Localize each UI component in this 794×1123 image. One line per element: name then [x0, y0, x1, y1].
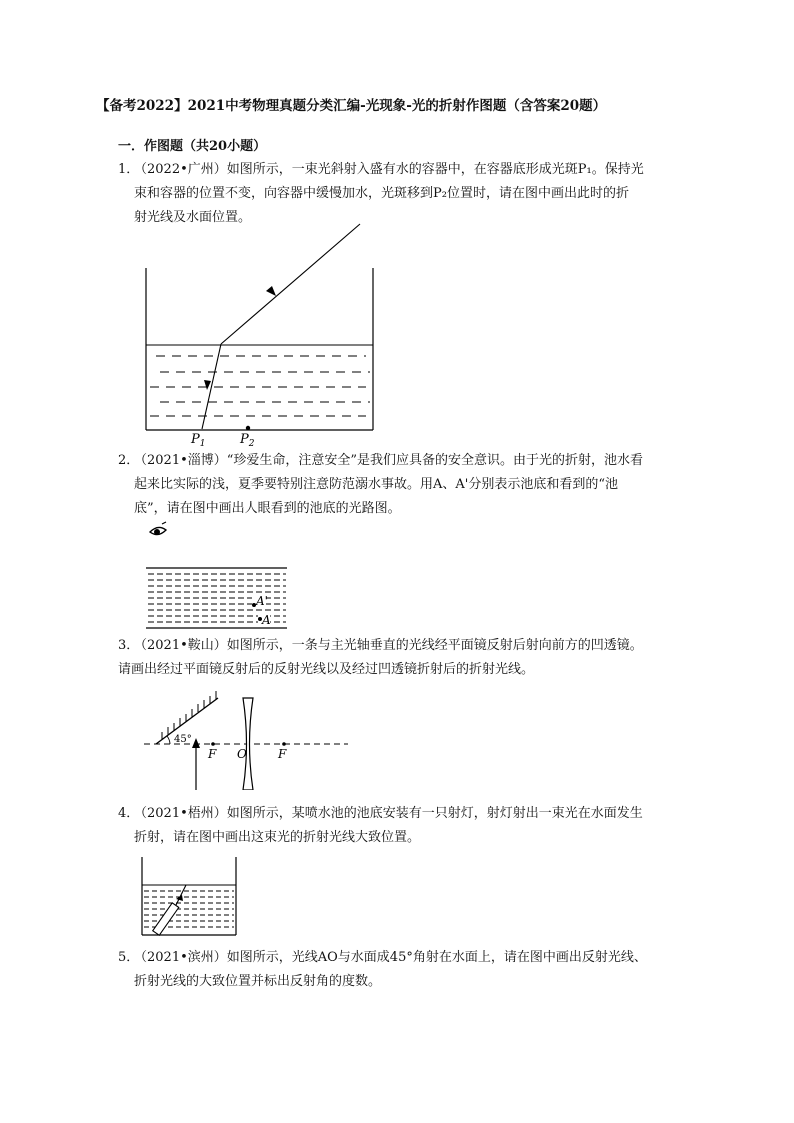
angle-label: 45° — [174, 734, 192, 745]
question-5-line-1 — [118, 946, 678, 970]
question-2-line-3: 底”，请在图中画出人眼看到的池底的光路图。 — [134, 501, 401, 516]
question-4-line-2: 折射，请在图中画出这束光的折射光线大致位置。 — [134, 830, 421, 845]
a-label: A — [262, 613, 271, 627]
figure-2-pool-diagram — [140, 518, 300, 634]
question-number: 3． — [118, 638, 140, 653]
question-5 — [118, 946, 678, 994]
question-number: 2． — [118, 453, 140, 468]
refracted-arrow — [204, 380, 211, 390]
question-source: （2021•鞍山） — [134, 638, 227, 653]
question-2-line-2: 起来比实际的浅，夏季要特别注意防范溺水事故。用A、A'分别表示池底和看到的“池 — [134, 477, 618, 492]
figure-3-mirror-lens-diagram — [140, 690, 355, 790]
question-number: 5． — [118, 950, 140, 965]
document-title: 【备考2022】2021中考物理真题分类汇编-光现象-光的折射作图题（含答案20题） — [96, 98, 607, 114]
incident-arrow — [266, 286, 276, 296]
question-source: （2022•广州） — [134, 162, 227, 177]
question-1-line-2: 束和容器的位置不变，向容器中缓慢加水，光斑移到P₂位置时，请在图中画出此时的折 — [134, 186, 629, 201]
vertical-ray-arrow — [192, 738, 200, 748]
water-dashes — [150, 356, 370, 416]
figure-1-container-diagram — [130, 220, 390, 450]
question-2 — [118, 449, 678, 521]
question-5-line-2: 折射光线的大致位置并标出反射角的度数。 — [134, 974, 382, 989]
question-text: 如图所示，一条与主光轴垂直的光线经平面镜反射后射向前方的凹透镜。 — [226, 638, 643, 653]
question-1-line-3: 射光线及水面位置。 — [134, 210, 252, 225]
question-1-line-1 — [118, 158, 678, 182]
figure-4-fountain-diagram — [138, 855, 243, 940]
focal-label-right: F — [278, 747, 287, 761]
spotlight — [153, 903, 179, 935]
question-3-line-1 — [118, 634, 678, 658]
mirror-hatching — [162, 691, 216, 740]
focal-point-left — [211, 742, 215, 746]
question-3-line-2: 请画出经过平面镜反射后的反射光线以及经过凹透镜折射后的折射光线。 — [118, 662, 535, 677]
focal-point-right — [282, 742, 286, 746]
p2-point — [246, 426, 250, 430]
question-source: （2021•淄博） — [134, 453, 227, 468]
angle-arc — [167, 736, 170, 744]
p1-label: $P_1$ — [191, 432, 206, 449]
question-text: “珍爱生命，注意安全”是我们应具备的安全意识。由于光的折射，池水看 — [226, 453, 644, 468]
question-text: 如图所示，某喷水池的池底安装有一只射灯，射灯射出一束光在水面发生 — [226, 806, 643, 821]
question-3 — [118, 634, 678, 682]
question-4 — [118, 802, 678, 850]
eye-icon — [150, 522, 166, 535]
section-heading: 一．作图题（共20小题） — [118, 139, 267, 154]
incident-ray — [221, 224, 360, 344]
light-beam — [176, 885, 186, 905]
question-number: 1． — [118, 162, 140, 177]
a-prime-label: A' — [256, 594, 268, 608]
optical-center-label: O — [237, 747, 247, 761]
beam-arrow — [176, 895, 183, 901]
question-4-line-1 — [118, 802, 678, 826]
question-text: 如图所示，光线AO与水面成45°角射在水面上，请在图中画出反射光线、 — [226, 950, 647, 965]
question-2-line-1 — [118, 449, 678, 473]
focal-label-left: F — [208, 747, 217, 761]
question-source: （2021•梧州） — [134, 806, 227, 821]
p2-label: $P_2$ — [240, 432, 255, 449]
question-text: 如图所示，一束光斜射入盛有水的容器中，在容器底形成光斑P₁。保持光 — [226, 162, 644, 177]
question-source: （2021•滨州） — [134, 950, 227, 965]
question-number: 4． — [118, 806, 140, 821]
fountain-water-dashes — [144, 891, 234, 927]
